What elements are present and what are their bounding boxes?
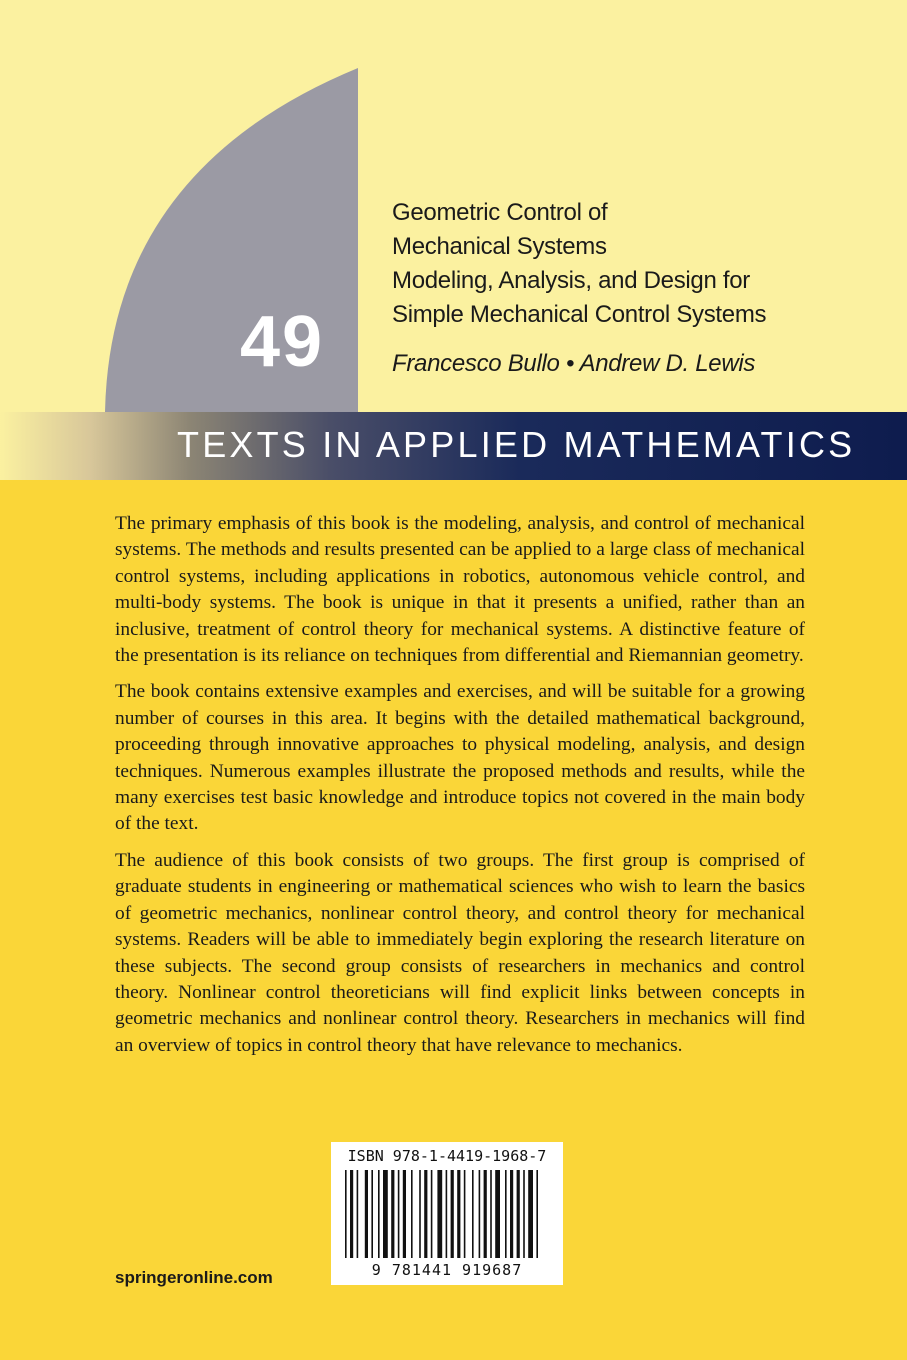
barcode-bar	[365, 1170, 368, 1258]
barcode-bar	[464, 1170, 466, 1258]
barcode-bar	[378, 1170, 380, 1258]
barcode-bar	[490, 1170, 492, 1258]
barcode-bar	[446, 1170, 448, 1258]
barcode-bar	[350, 1170, 353, 1258]
book-description	[115, 511, 805, 1069]
book-title-line: Geometric Control of	[392, 199, 608, 226]
publisher-url: springeronline.com	[115, 1268, 273, 1287]
description-paragraph: The book contains extensive examples and exercises, and will be suitable for a growing number of courses in this area. It begins with the detailed mathematical background, proceeding through innovative approaches to physical modeling, analysis, and design techniques. Numerous examples illustrate the proposed methods and results, while the many exercises test basic knowledge and introduce topics not covered in the main body of the text.	[115, 681, 805, 835]
barcode-bar	[411, 1170, 413, 1258]
description-paragraph: The primary emphasis of this book is the modeling, analysis, and control of mechanical systems. The methods and results presented can be applied to a large class of mechanical control systems, including applications in robotics, autonomous vehicle control, and multi-body systems. The book is unique in that it presents a unified, rather than an inclusive, treatment of control theory for mechanical systems. A distinctive feature of the presentation is its reliance on techniques from differential and Riemannian geometry.	[115, 513, 805, 667]
volume-number: 49	[240, 302, 325, 382]
series-title: TEXTS IN APPLIED MATHEMATICS	[177, 424, 856, 465]
barcode-bar	[398, 1170, 400, 1258]
title-block	[392, 196, 892, 332]
authors: Francesco Bullo • Andrew D. Lewis	[392, 350, 756, 377]
description-paragraph: The audience of this book consists of two groups. The first group is comprised of graduate students in engineering or mathematical sciences who wish to learn the basics of geometric mechanics, nonlinear control theory, and control theory for mechanical systems. Readers will be able to immediately begin exploring the research literature on these subjects. The second group consists of researchers in mechanics and control theory. Nonlinear control theoreticians will find explicit links between concepts in geometric mechanics and nonlinear control theory. Researchers in mechanics will find an overview of topics in control theory that have relevance to mechanics.	[115, 849, 805, 1056]
isbn-label: ISBN 978-1-4419-1968-7	[347, 1147, 547, 1165]
book-subtitle-line: Modeling, Analysis, and Design for	[392, 267, 751, 294]
barcode-bar	[505, 1170, 507, 1258]
barcode-bar	[479, 1170, 481, 1258]
barcode-bar	[345, 1170, 347, 1258]
barcode-bar	[484, 1170, 487, 1258]
barcode-bar	[472, 1170, 474, 1258]
barcode-bar	[391, 1170, 394, 1258]
barcode-bar	[383, 1170, 388, 1258]
isbn-barcode	[331, 1142, 563, 1285]
barcode-bar	[437, 1170, 442, 1258]
barcode-bar	[523, 1170, 525, 1258]
barcode-bar	[371, 1170, 373, 1258]
barcode-bar	[451, 1170, 454, 1258]
barcode-bar	[357, 1170, 359, 1258]
barcode-bar	[495, 1170, 500, 1258]
barcode-bar	[457, 1170, 460, 1258]
barcode-bar	[403, 1170, 406, 1258]
book-title-line: Mechanical Systems	[392, 233, 607, 260]
barcode-bar	[536, 1170, 538, 1258]
barcode-bar	[419, 1170, 421, 1258]
barcode-bar	[528, 1170, 533, 1258]
book-subtitle-line: Simple Mechanical Control Systems	[392, 301, 767, 328]
barcode-bar	[510, 1170, 513, 1258]
barcode-bar	[424, 1170, 427, 1258]
barcode-bar	[517, 1170, 520, 1258]
barcode-digits: 9 781441 919687	[371, 1261, 523, 1279]
barcode-bar	[431, 1170, 433, 1258]
